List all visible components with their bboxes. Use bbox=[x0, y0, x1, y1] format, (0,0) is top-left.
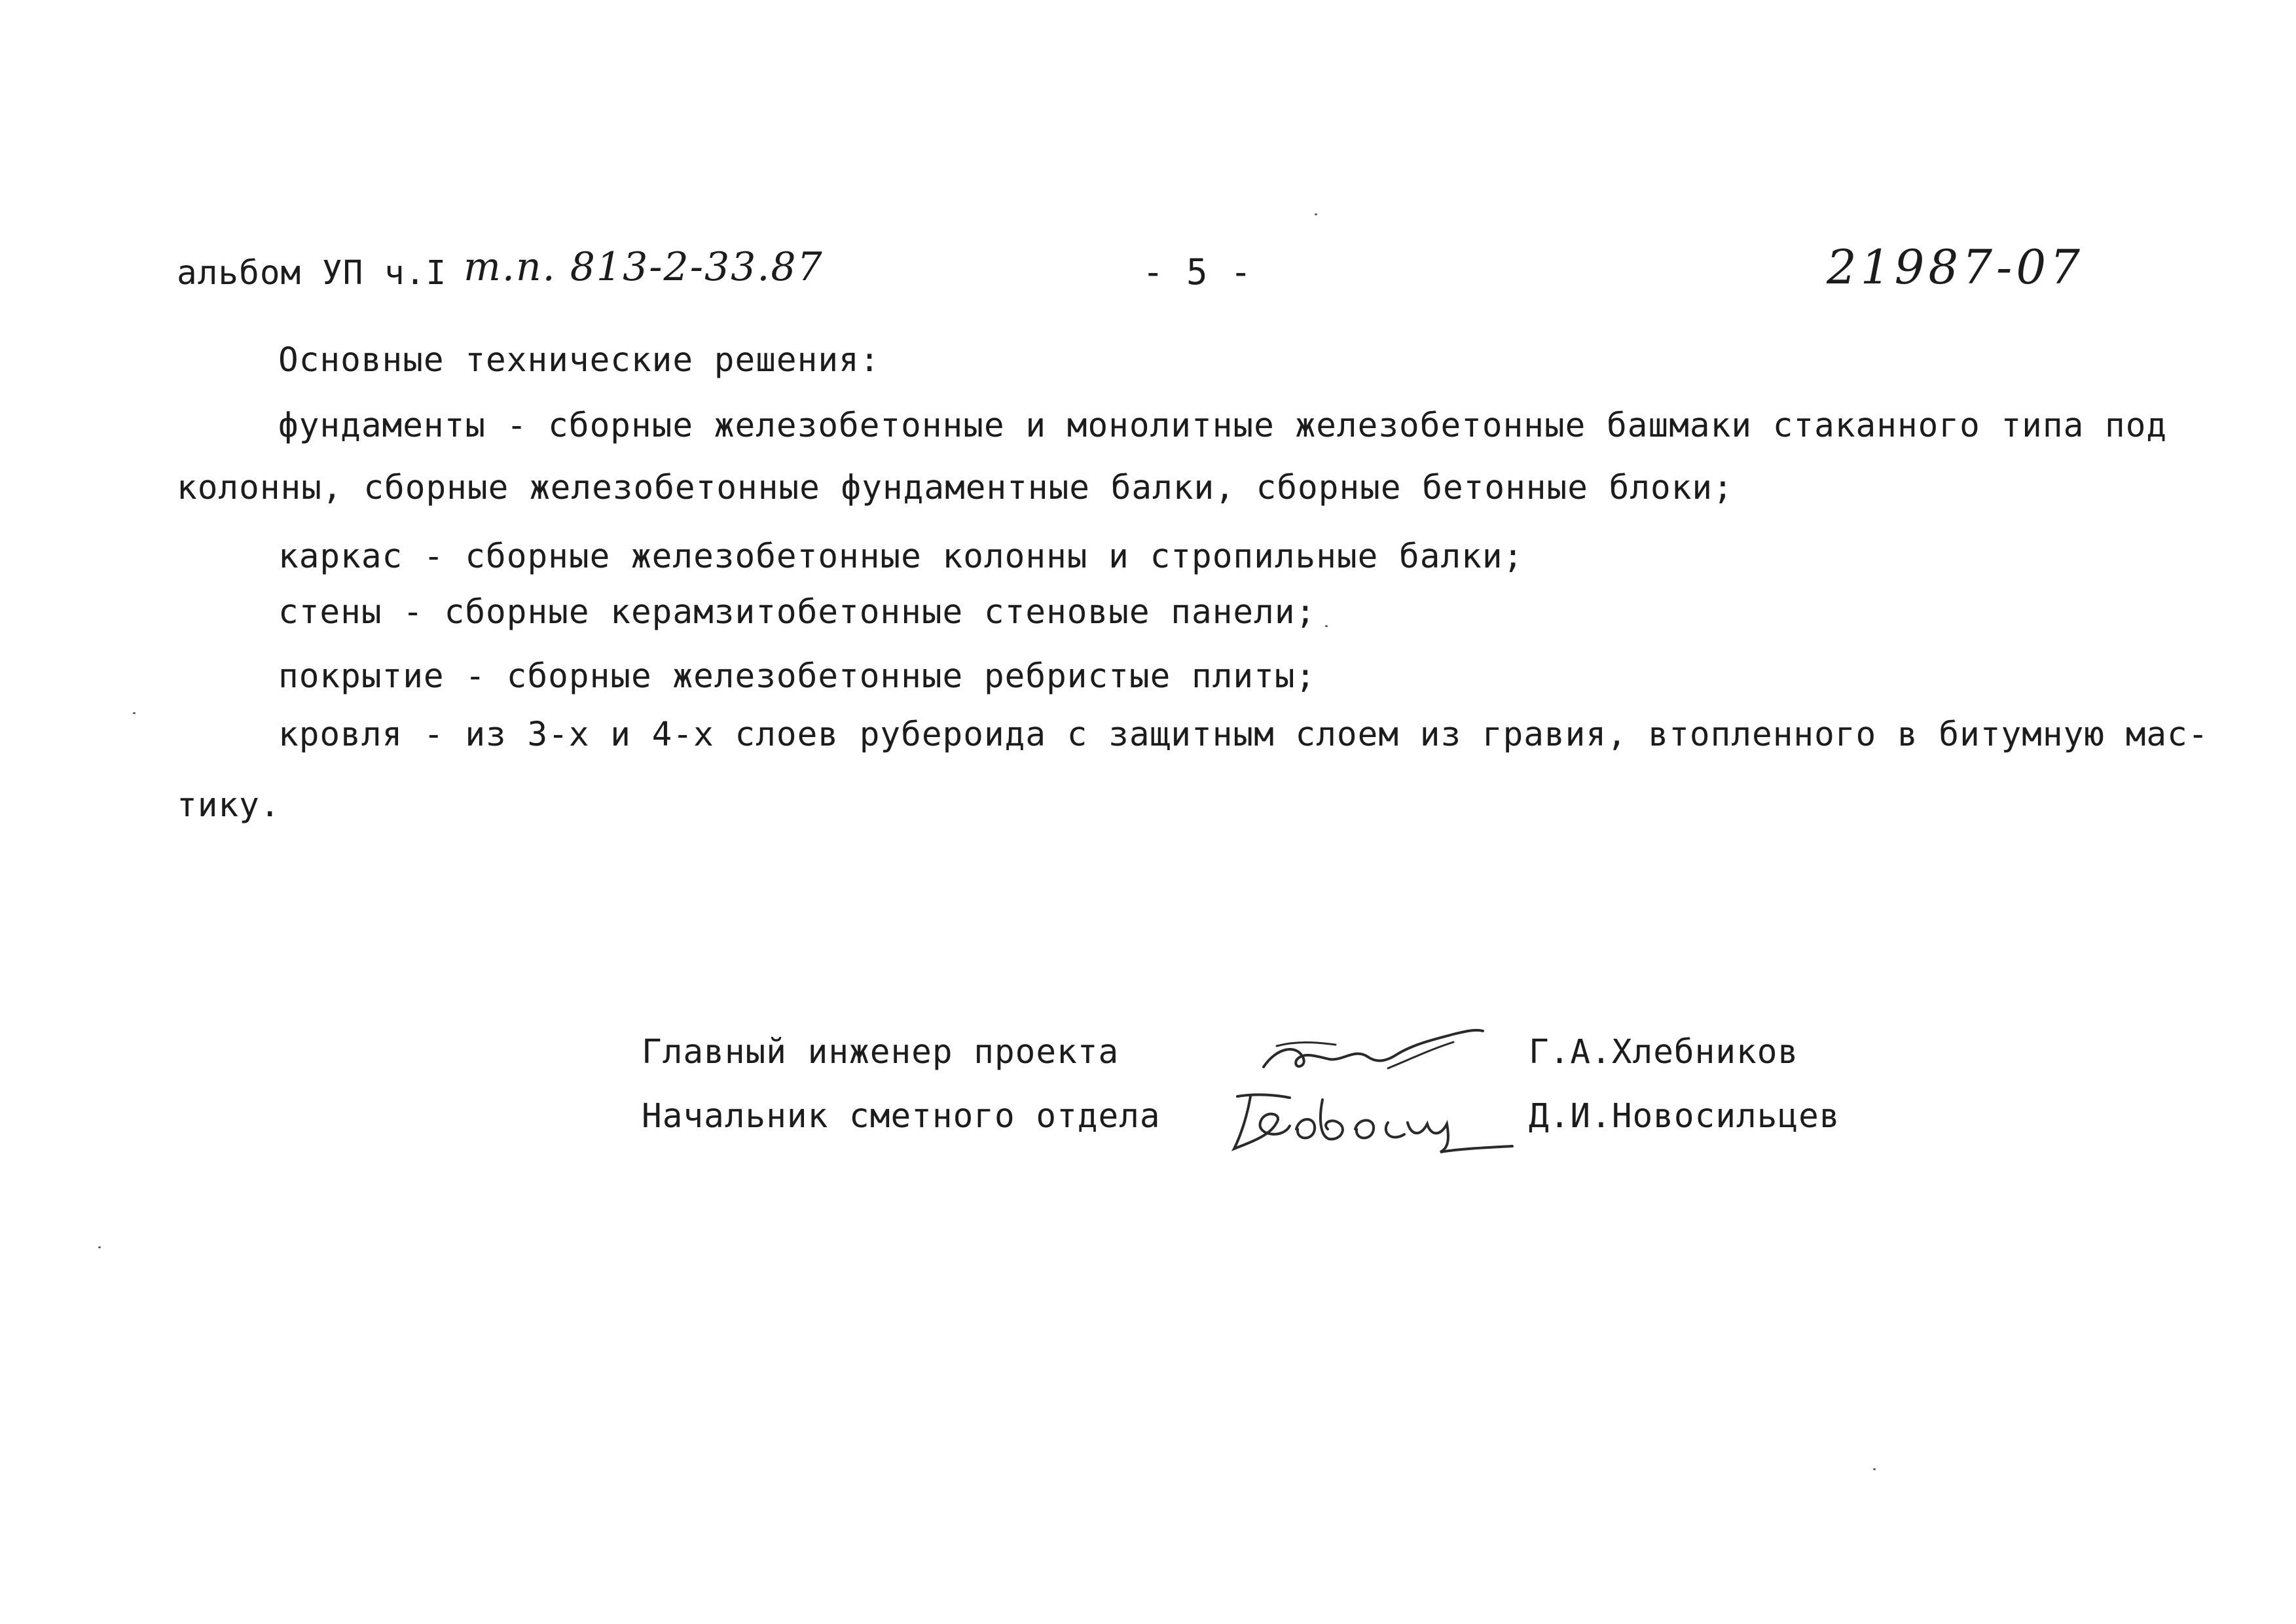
document-code-handwritten: 21987-07 bbox=[1827, 240, 2084, 295]
scan-speck bbox=[1873, 1468, 1876, 1470]
frame-text: каркас - сборные железобетонные колонны и стропильные балки; bbox=[278, 537, 1524, 576]
handwritten-signature-2 bbox=[1224, 1083, 1519, 1155]
album-reference: альбом УП ч.I bbox=[177, 254, 447, 293]
project-reference-handwritten: т.п. 813-2-33.87 bbox=[464, 244, 824, 290]
roofing-text-line-2: тику. bbox=[177, 786, 281, 825]
walls-text: стены - сборные керамзитобетонные стеновые панели; bbox=[278, 593, 1317, 632]
signatory-role-chief-engineer: Главный инженер проекта bbox=[642, 1033, 1120, 1072]
covering-text: покрытие - сборные железобетонные ребристые плиты; bbox=[278, 657, 1317, 696]
scan-speck bbox=[133, 712, 136, 714]
signatory-role-estimate-head: Начальник сметного отдела bbox=[642, 1097, 1161, 1136]
foundations-text-line-1: фундаменты - сборные железобетонные и монолитные железобетонные башмаки стаканного типа под bbox=[278, 406, 2168, 445]
section-title: Основные технические решения: bbox=[278, 341, 881, 380]
scan-speck bbox=[98, 1246, 101, 1248]
scan-speck bbox=[1325, 625, 1328, 627]
handwritten-signature-1 bbox=[1257, 1021, 1493, 1080]
scan-speck bbox=[1315, 213, 1317, 215]
signatory-name-2: Д.И.Новосильцев bbox=[1529, 1097, 1840, 1136]
page-number: - 5 - bbox=[1142, 251, 1252, 293]
roofing-text-line-1: кровля - из 3-х и 4-х слоев рубероида с защитным слоем из гравия, втопленного в битумную мас- bbox=[278, 715, 2209, 754]
signatory-name-1: Г.А.Хлебников bbox=[1529, 1033, 1799, 1072]
foundations-text-line-2: колонны, сборные железобетонные фундаментные балки, сборные бетонные блоки; bbox=[177, 469, 1734, 507]
